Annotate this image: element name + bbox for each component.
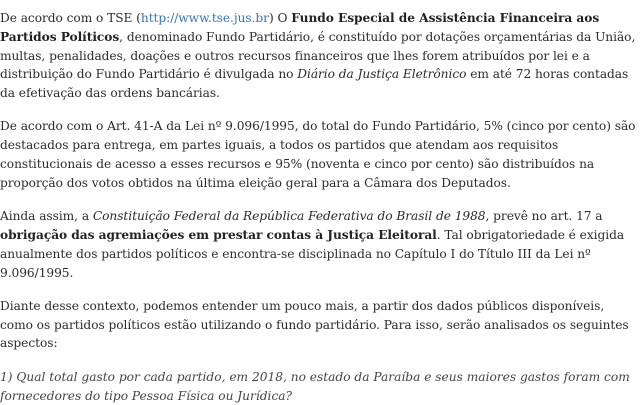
tse-link[interactable]: http://www.tse.jus.br bbox=[140, 11, 269, 25]
paragraph-text: De acordo com o TSE ( bbox=[0, 11, 141, 25]
question-1 bbox=[0, 368, 640, 405]
paragraph-text: em até 72 horas contadas da efetivação das ordens bancárias. bbox=[0, 67, 629, 101]
paragraph-constituicao bbox=[0, 207, 640, 282]
diario-justica-italic: Diário da Justiça Eletrônico bbox=[297, 67, 467, 82]
constituicao-italic: Constituição Federal da República Federativa do Brasil de 1988 bbox=[92, 209, 486, 224]
paragraph-text: Ainda assim, a bbox=[0, 209, 93, 224]
paragraph-distribuicao bbox=[0, 117, 640, 192]
paragraph-text: De acordo com o Art. 41-A da Lei nº 9.096/1995, do total do Fundo Partidário, 5% (cinco por cento) são destacados para entrega, em partes iguais, a todos os partidos que atendam aos requisitos constitucionais de acesso a esses recursos e 95% (noventa e cinco por cento) são distribuídos na proporção dos votos obtidos na última eleição geral para a Câmara dos Deputados. bbox=[0, 119, 636, 190]
fund-name-bold: Fundo Especial de Assistência Financeira aos Partidos Políticos bbox=[0, 11, 600, 44]
paragraph-fundo-partidario bbox=[0, 9, 640, 103]
paragraph-text: . Tal obrigatoriedade é exigida anualmente dos partidos políticos e encontra-se disciplinada no Capítulo I do Título III da Lei nº 9.096/1995. bbox=[0, 227, 625, 280]
question-text: 1) Qual total gasto por cada partido, em 2018, no estado da Paraíba e seus maiores gastos foram com fornecedores do tipo Pessoa Física ou Jurídica? bbox=[0, 369, 630, 403]
paragraph-text: ) O bbox=[268, 11, 292, 25]
paragraph-text: , denominado Fundo Partidário, é constituído por dotações orçamentárias da União, multas, penalidades, doações e outros recursos financeiros que lhes forem atribuídos por lei e a distribuição do Fundo Partidário é divulgada no bbox=[0, 29, 636, 82]
paragraph-text: Diante desse contexto, podemos entender um pouco mais, a partir dos dados públicos disponíveis, como os partidos políticos estão utilizando o fundo partidário. Para isso, serão analisados os seguintes aspectos: bbox=[0, 298, 629, 351]
article-body bbox=[0, 9, 640, 405]
paragraph-text: , prevê no art. 17 a bbox=[485, 209, 603, 224]
paragraph-contexto bbox=[0, 297, 640, 353]
obrigacao-bold: obrigação das agremiações em prestar contas à Justiça Eleitoral bbox=[0, 227, 437, 242]
